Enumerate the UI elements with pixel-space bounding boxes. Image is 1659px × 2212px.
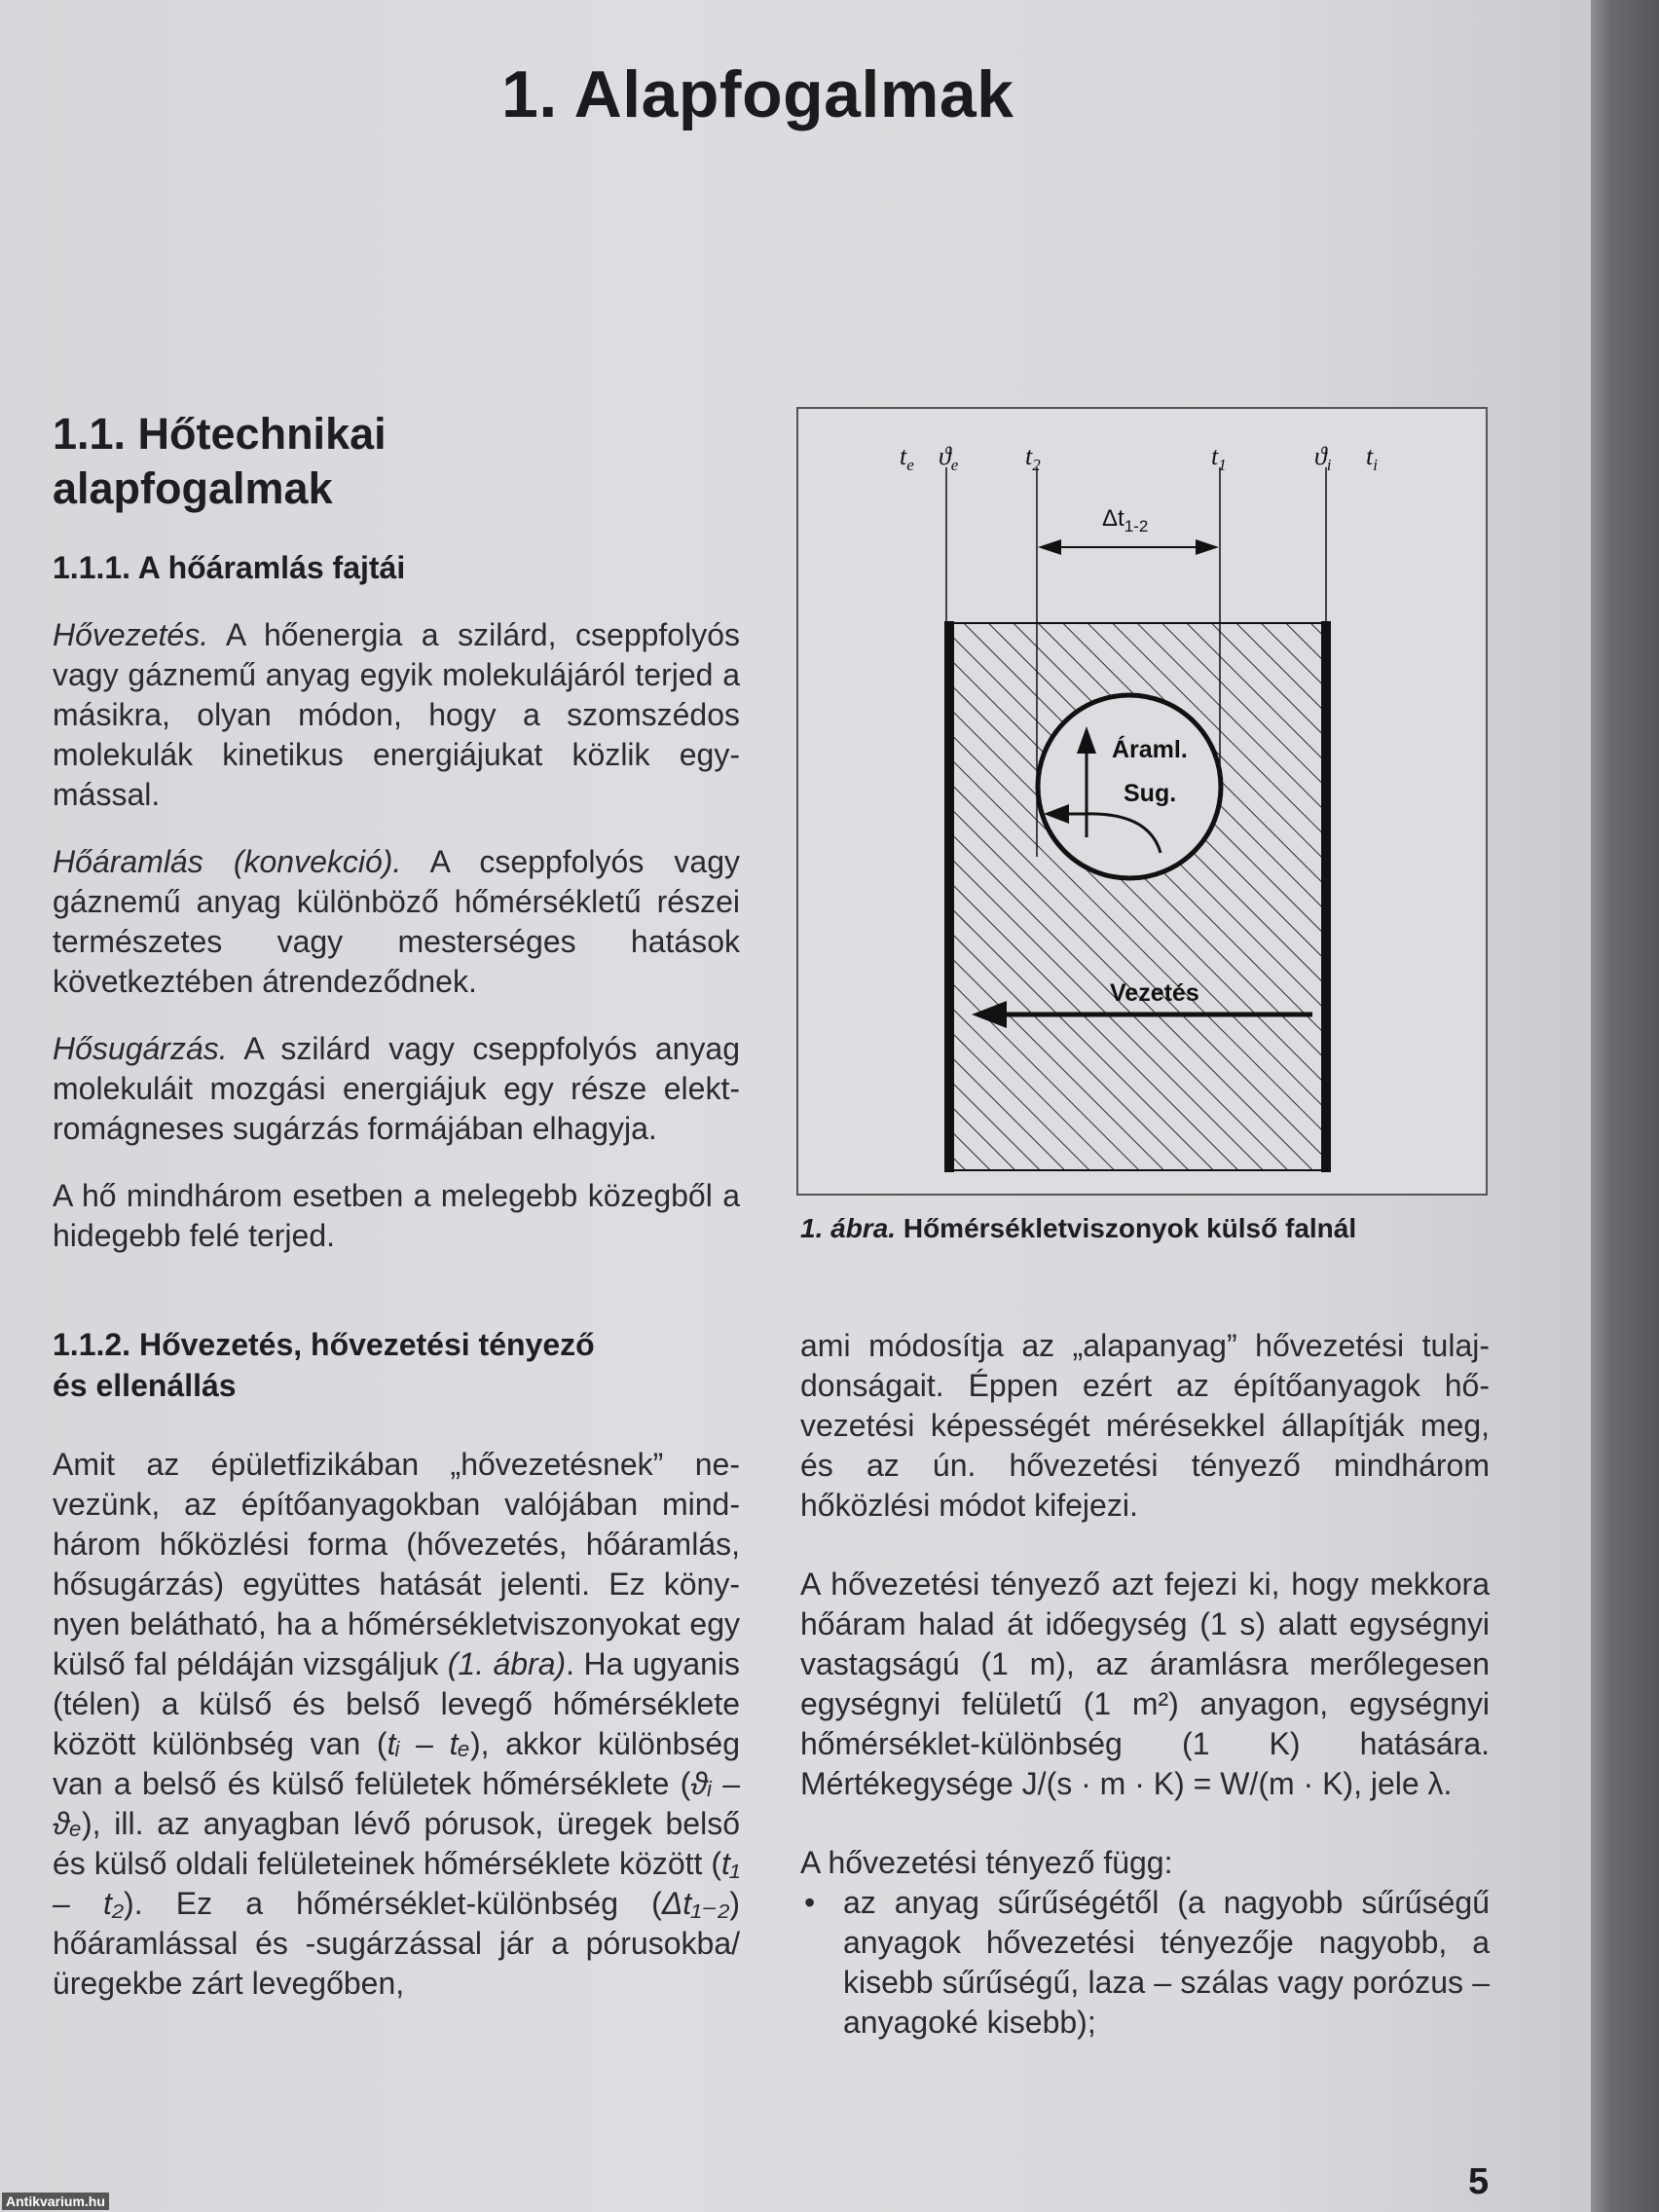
left-column xyxy=(53,407,740,2004)
label-ti: $t_i$ xyxy=(1366,442,1378,474)
depends-list xyxy=(800,1883,1490,2043)
paragraph-text: ), ill. az anyagban lévő pórusok, üregek belső és külső oldali felületeinek hőmérséklete között ( xyxy=(53,1806,740,1881)
label-sug: Sug. xyxy=(1124,780,1177,807)
figure-1-diagram xyxy=(798,409,1486,1194)
term-hoaramlas: Hőáramlás (konvekció). xyxy=(53,844,402,879)
wall-inner-surface xyxy=(1321,621,1331,1172)
paragraph-text: ). Ez a hőmérséklet-különbség ( xyxy=(124,1886,662,1921)
paragraph-text: A cseppfolyós vagy gáznemű anyag különböző hőmérsékletű részei természetes vagy mesterséges hatások következtében átrendeződnek. xyxy=(53,844,741,999)
paragraph-text: . Ha ugyanis (télen) a külső és belső levegő hőmérséklete között különbség van ( xyxy=(53,1646,741,1761)
watermark: Antikvarium.hu xyxy=(2,2193,109,2210)
label-delta-t: $\Delta t_{1-2}$ xyxy=(1102,505,1149,535)
label-t1: $t_1$ xyxy=(1211,442,1227,474)
label-te: $t_e$ xyxy=(900,442,914,474)
book-spine-shadow xyxy=(1591,0,1659,2212)
section-title-line1: 1.1. Hőtechnikai xyxy=(53,409,387,459)
term-hosugarzas: Hősugárzás. xyxy=(53,1031,228,1066)
right-column xyxy=(800,1326,1490,2043)
page-number: 5 xyxy=(1468,2161,1490,2202)
delta-arrow-left xyxy=(1038,539,1061,555)
paragraph-text: A szilárd vagy cseppfolyós anyag molekuláit mozgási energiájuk egy része elektromágneses sugárzás formájában elhagyja. xyxy=(53,1031,740,1146)
subsection-title-2-line1: 1.1.2. Hővezetés, hővezetési tényező xyxy=(53,1327,595,1362)
subsection-title-2 xyxy=(53,1324,740,1406)
label-theta-i: $ϑ_i$ xyxy=(1314,442,1332,474)
paragraph-hoaramlas xyxy=(53,842,740,1002)
label-araml: Áraml. xyxy=(1112,736,1188,763)
paragraph-hovezetes-definition xyxy=(53,1445,740,2004)
chapter-title: 1. Alapfogalmak xyxy=(501,57,1014,131)
term-hovezetes: Hővezetés. xyxy=(53,617,209,652)
label-t2: $t_2$ xyxy=(1025,442,1041,474)
caption-text: Hőmérsékletviszonyok külső falnál xyxy=(896,1213,1357,1243)
label-theta-e: $ϑ_e$ xyxy=(939,442,959,474)
math-expression: Δt₁₋₂ xyxy=(661,1886,730,1921)
paragraph-hovezetes xyxy=(53,615,740,815)
delta-arrow-right xyxy=(1196,539,1219,555)
section-title-line2: alapfogalmak xyxy=(53,463,333,513)
subsection-title-2-line2: és ellenállás xyxy=(53,1368,237,1403)
wall-outer-surface xyxy=(944,621,954,1172)
figure-reference-link[interactable]: (1. ábra) xyxy=(447,1646,567,1681)
paragraph-text: A hő mindhárom esetben a melegebb közegből a hidegebb felé terjed. xyxy=(53,1178,740,1253)
paragraph-text: ), akkor különbség van a belső és külső felületek hőmérséklete ( xyxy=(53,1726,741,1801)
math-expression: ϑᵢ – ϑₑ xyxy=(53,1766,741,1841)
caption-number: 1. ábra. xyxy=(800,1213,897,1243)
figure-caption xyxy=(800,1213,1356,1244)
paragraph-summary xyxy=(53,1176,740,1256)
section-title xyxy=(53,407,740,516)
depends-intro: A hővezetési tényező függ: xyxy=(800,1845,1173,1880)
paragraph-hosugarzas xyxy=(53,1029,740,1149)
math-expression: tᵢ – tₑ xyxy=(387,1726,470,1761)
paragraph-text: A hőenergia a szilárd, cseppfolyós vagy gáznemű anyag egyik molekulájáról terjed a másikra, olyan módon, hogy a szomszédos molekulák kinetikus energiájukat közlik egymással. xyxy=(53,617,740,812)
figure-1 xyxy=(796,407,1488,1196)
subsection-title-1: 1.1.1. A hőáramlás fajtái xyxy=(53,550,406,585)
paragraph-definition: A hővezetési tényező azt fejezi ki, hogy mekkora hőáram halad át időegység (1 s) alatt egységnyi vastagságú (1 m), az áramlásra merőlegesen egységnyi felületű (1 m²) anyagon, egységnyi hőmérséklet-különbség (1 K) hatására. Mértékegysége J/(s · m · K) = W/(m · K), jele λ. xyxy=(800,1567,1490,1801)
math-expression: t₁ – t₂ xyxy=(53,1846,740,1921)
paragraph-continuation: ami módosítja az „alapanyag” hővezetési tulajdonságait. Éppen ezért az építőanyagok hővezetési képességét mérésekkel állapítják meg, és az ún. hővezetési tényező mindhárom hőközlési módot kifejezi. xyxy=(800,1328,1490,1523)
list-item: • az anyag sűrűségétől (a nagyobb sűrűségű anyagok hővezetési tényezője nagyobb, a kisebb sűrűségű, laza – szálas vagy porózus – anyagoké kisebb); xyxy=(800,1883,1490,2043)
label-vezetes: Vezetés xyxy=(1110,979,1199,1007)
paragraph-text: Amit az épületfizikában „hővezetésnek” nevezünk, az építőanyagokban valójában mindhárom hőközlési forma (hővezetés, hőáramlás, hősugárzás) együttes hatását jelenti. Ez könynyen belátható, ha a hőmérsékletviszonyokat egy külső fal példáján vizsgáljuk xyxy=(53,1447,740,1681)
paragraph-text: ) hőáramlással és -sugárzással jár a pórusokba/üregekbe zárt levegőben, xyxy=(53,1886,741,2001)
